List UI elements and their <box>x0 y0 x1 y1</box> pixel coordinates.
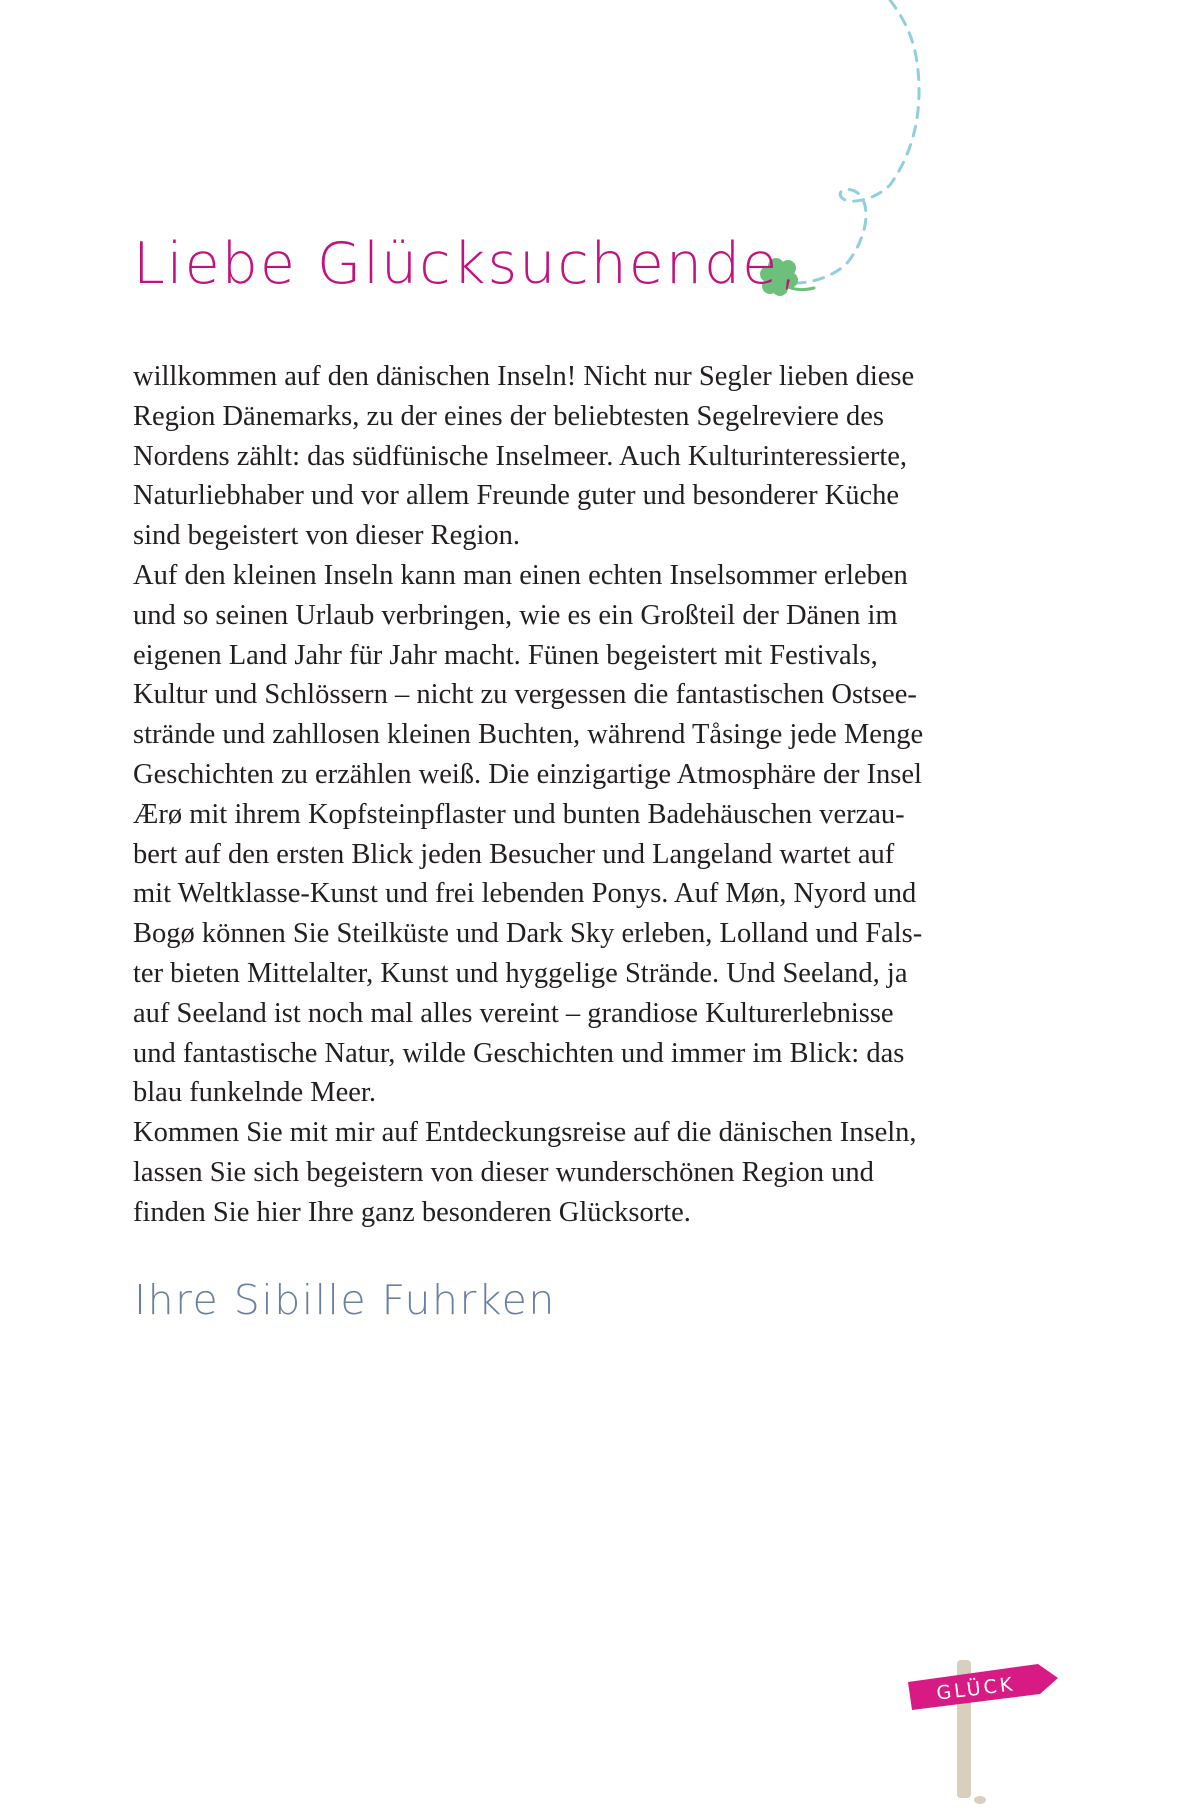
body-text <box>133 357 1033 1233</box>
page-title: Liebe Glücksuchende, <box>133 231 800 297</box>
text-line: Ærø mit ihrem Kopfsteinpflaster und bunten Badehäuschen verzau- <box>133 798 905 830</box>
signpost-label: GLÜCK <box>935 1673 1017 1705</box>
text-line: und fantastische Natur, wilde Geschichten und immer im Blick: das <box>133 1037 905 1069</box>
text-line: Nordens zählt: das südfünische Inselmeer. Auch Kulturinteressierte, <box>133 440 908 472</box>
text-line: mit Weltklasse-Kunst und frei lebenden Ponys. Auf Møn, Nyord und <box>133 878 917 910</box>
text-line: ter bieten Mittelalter, Kunst und hyggelige Strände. Und Seeland, ja <box>133 957 908 989</box>
paragraph <box>133 556 1033 1113</box>
text-line: Bogø können Sie Steilküste und Dark Sky erleben, Lolland und Fals- <box>133 918 923 950</box>
text-line: finden Sie hier Ihre ganz besonderen Glücksorte. <box>133 1196 691 1228</box>
text-line: auf Seeland ist noch mal alles vereint – grandiose Kulturerlebnisse <box>133 997 894 1029</box>
signpost-icon <box>900 1650 1070 1810</box>
text-line: bert auf den ersten Blick jeden Besucher und Langeland wartet auf <box>133 838 895 870</box>
text-line: und so seinen Urlaub verbringen, wie es ein Großteil der Dänen im <box>133 599 898 631</box>
text-line: Kommen Sie mit mir auf Entdeckungsreise auf die dänischen Inseln, <box>133 1117 917 1149</box>
signature: Ihre Sibille Fuhrken <box>134 1276 556 1324</box>
text-line: Region Dänemarks, zu der eines der beliebtesten Segelreviere des <box>133 400 884 432</box>
text-line: Geschichten zu erzählen weiß. Die einzigartige Atmosphäre der Insel <box>133 758 922 790</box>
text-line: Naturliebhaber und vor allem Freunde guter und besonderer Küche <box>133 480 900 512</box>
text-line: strände und zahllosen kleinen Buchten, während Tåsinge jede Menge <box>133 719 924 751</box>
text-line: Kultur und Schlössern – nicht zu vergessen die fantastischen Ostsee- <box>133 679 917 711</box>
text-line: blau funkelnde Meer. <box>133 1077 376 1109</box>
paragraph <box>133 357 1033 556</box>
text-line: sind begeistert von dieser Region. <box>133 520 521 552</box>
signpost-stone <box>974 1796 986 1804</box>
text-line: eigenen Land Jahr für Jahr macht. Fünen begeistert mit Festivals, <box>133 639 878 671</box>
text-line: lassen Sie sich begeistern von dieser wunderschönen Region und <box>133 1156 874 1188</box>
paragraph <box>133 1113 1033 1232</box>
text-line: willkommen auf den dänischen Inseln! Nicht nur Segler lieben diese <box>133 361 915 392</box>
text-line: Auf den kleinen Inseln kann man einen echten Inselsommer erleben <box>133 559 908 591</box>
